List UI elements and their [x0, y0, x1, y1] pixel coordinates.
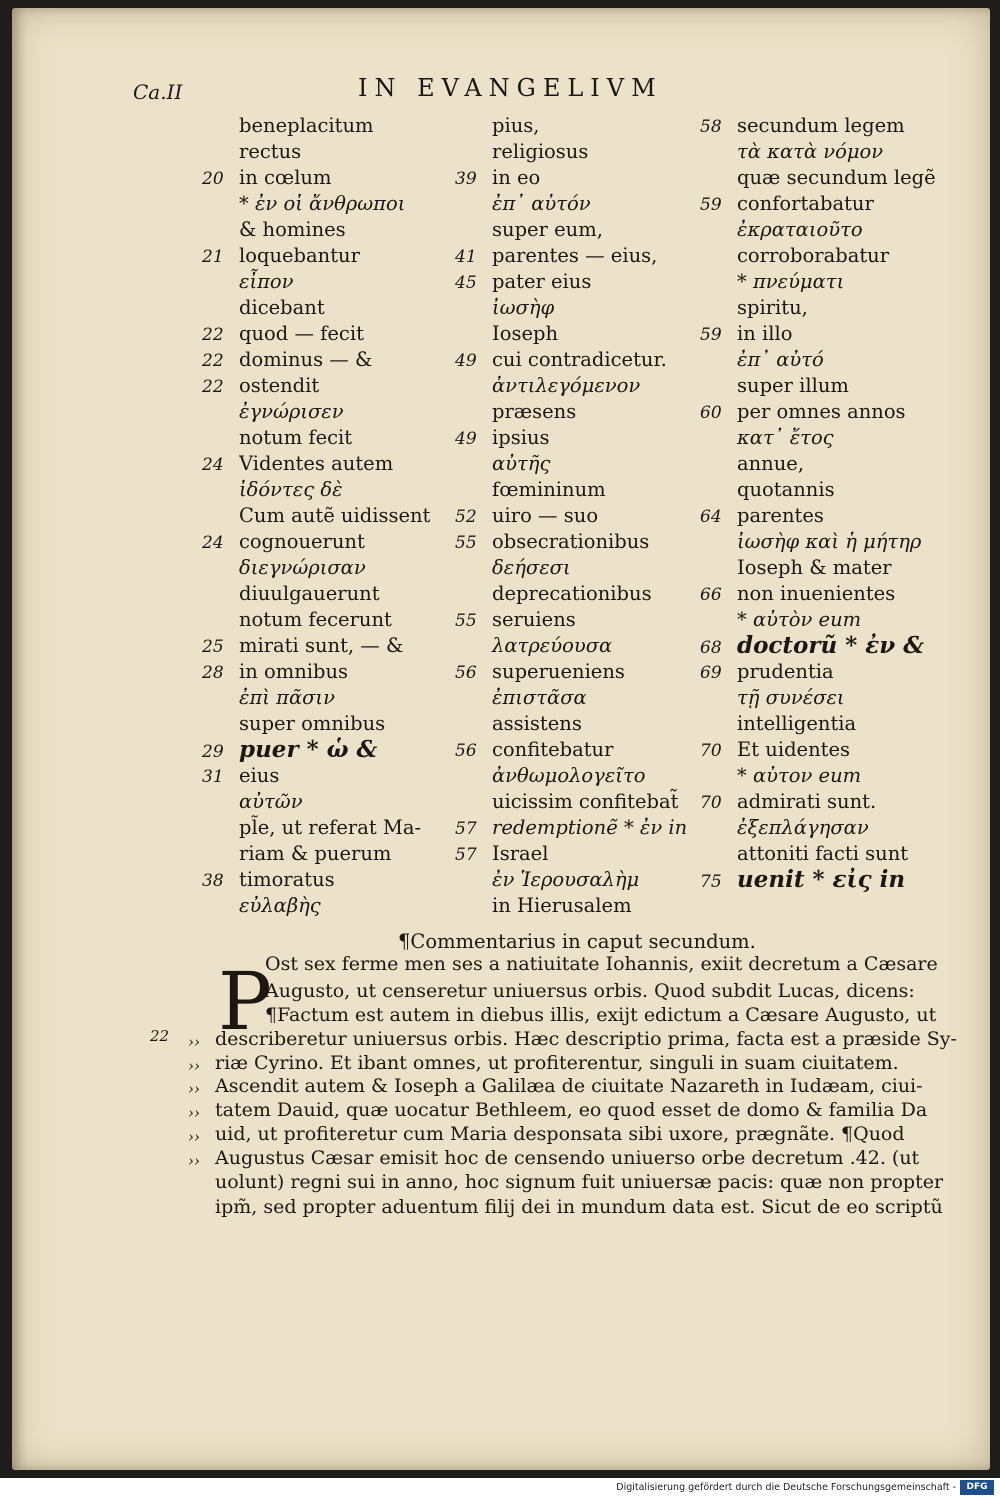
gloss-text: ἀνθωμολογεῖτο	[492, 764, 646, 787]
gloss-text: * πνεύματι	[737, 270, 845, 293]
commentary-line: describeretur uniuersus orbis. Hæc descriptio prima, facta est a præside Sy-	[215, 1028, 957, 1050]
verse-number: 31	[202, 767, 224, 787]
glossary-entry	[700, 867, 905, 893]
verse-number: 24	[202, 533, 224, 553]
glossary-entry	[700, 165, 936, 191]
gloss-text: quotannis	[737, 478, 835, 501]
commentary-heading: ¶Commentarius in caput secundum.	[398, 930, 756, 953]
verse-number: 28	[202, 663, 224, 683]
glossary-entry	[202, 113, 374, 139]
glossary-entry	[455, 295, 554, 321]
glossary-entry	[202, 841, 391, 867]
commentary-line: Ascendit autem & Ioseph a Galilæa de ciuitate Nazareth in Iudæam, ciui-	[215, 1075, 923, 1097]
glossary-entry	[455, 711, 582, 737]
verse-number: 68	[700, 638, 722, 658]
gloss-text: τὰ κατὰ νόμον	[737, 140, 884, 163]
glossary-entry	[700, 815, 869, 841]
glossary-entry	[700, 451, 804, 477]
verse-number: 21	[202, 247, 224, 267]
gloss-text: non inuenientes	[737, 582, 896, 605]
gloss-text: cui contradicetur.	[492, 348, 667, 371]
verse-number: 52	[455, 507, 477, 527]
gloss-text: in illo	[737, 322, 793, 345]
glossary-entry	[455, 581, 652, 607]
glossary-entry	[202, 815, 421, 841]
glossary-entry	[700, 503, 824, 529]
glossary-entry	[202, 269, 294, 295]
gloss-text: corroborabatur	[737, 244, 890, 267]
gloss-text: ἐγνώρισεν	[239, 400, 344, 423]
gloss-text: quæ secundum legẽ	[737, 166, 936, 189]
gloss-text: dicebant	[239, 296, 325, 319]
gloss-text: ἐξεπλάγησαν	[737, 816, 869, 839]
glossary-entry	[700, 373, 849, 399]
glossary-entry	[202, 347, 372, 373]
gloss-text: αὐτῶν	[239, 790, 303, 813]
gloss-text: dominus — &	[239, 348, 373, 371]
gloss-text: timoratus	[239, 868, 335, 891]
gloss-text: * αὐτον eum	[737, 764, 862, 787]
glossary-entry	[700, 581, 895, 607]
glossary-entry	[202, 633, 403, 659]
folio-label: Ca.II	[133, 80, 183, 104]
gloss-text: ipsius	[492, 426, 550, 449]
glossary-entry	[700, 841, 908, 867]
glossary-entry	[455, 503, 598, 529]
glossary-entry	[202, 607, 392, 633]
gloss-text: uenit * εἰς in	[737, 866, 906, 893]
gloss-text: obsecrationibus	[492, 530, 650, 553]
glossary-entry	[455, 139, 588, 165]
verse-number: 57	[455, 819, 477, 839]
glossary-entry	[455, 737, 613, 763]
gloss-text: per omnes annos	[737, 400, 906, 423]
quote-mark: ››	[188, 1080, 200, 1098]
glossary-entry	[202, 659, 348, 685]
gloss-text: διεγνώρισαν	[239, 556, 366, 579]
glossary-entry	[455, 373, 640, 399]
quote-mark: ››	[188, 1128, 200, 1146]
glossary-entry	[455, 893, 632, 919]
verse-number: 22	[202, 325, 224, 345]
gloss-text: mirati sunt, — &	[239, 634, 404, 657]
gloss-text: loquebantur	[239, 244, 360, 267]
glossary-entry	[700, 633, 924, 659]
gloss-text: notum fecit	[239, 426, 353, 449]
glossary-entry	[455, 659, 625, 685]
gloss-text: seruiens	[492, 608, 576, 631]
gloss-text: confitebatur	[492, 738, 614, 761]
glossary-entry	[700, 295, 808, 321]
gloss-text: spiritu,	[737, 296, 808, 319]
gloss-text: doctorũ * ἐν &	[737, 632, 924, 659]
gloss-text: super eum,	[492, 218, 603, 241]
gloss-text: deprecationibus	[492, 582, 652, 605]
glossary-entry	[202, 399, 344, 425]
gloss-text: uiro — suo	[492, 504, 599, 527]
verse-number: 70	[700, 793, 722, 813]
glossary-entry	[700, 243, 889, 269]
gloss-text: pater eius	[492, 270, 592, 293]
gloss-text: cognouerunt	[239, 530, 365, 553]
glossary-entry	[455, 269, 591, 295]
glossary-entry	[455, 555, 571, 581]
glossary-entry	[700, 191, 874, 217]
glossary-entry	[202, 243, 360, 269]
glossary-entry	[202, 217, 346, 243]
gloss-text: Israel	[492, 842, 549, 865]
verse-number: 56	[455, 741, 477, 761]
gloss-text: religiosus	[492, 140, 589, 163]
glossary-entry	[202, 295, 325, 321]
verse-number: 56	[455, 663, 477, 683]
verse-number: 64	[700, 507, 722, 527]
gloss-text: super illum	[737, 374, 849, 397]
commentary-line: Augustus Cæsar emisit hoc de censendo uniuerso orbe decretum .42. (ut	[215, 1147, 920, 1169]
gloss-text: diuulgauerunt	[239, 582, 380, 605]
glossary-entry	[202, 477, 343, 503]
gloss-text: super omnibus	[239, 712, 386, 735]
commentary-line: Augusto, ut censeretur uniuersus orbis. Quod subdit Lucas, dicens:	[265, 980, 915, 1002]
glossary-entry	[202, 451, 393, 477]
verse-number: 29	[202, 742, 224, 762]
glossary-entry	[700, 659, 834, 685]
dfg-logo: DFG	[960, 1480, 994, 1495]
glossary-entry	[202, 191, 405, 217]
glossary-entry	[455, 217, 603, 243]
gloss-text: præsens	[492, 400, 577, 423]
drop-capital: P	[218, 955, 272, 1048]
gloss-text: uicissim confitebat̃	[492, 790, 679, 813]
gloss-text: prudentia	[737, 660, 834, 683]
glossary-entry	[700, 711, 856, 737]
glossary-entry	[202, 581, 380, 607]
glossary-entry	[455, 867, 639, 893]
glossary-entry	[202, 425, 352, 451]
glossary-entry	[202, 763, 279, 789]
gloss-text: fœmininum	[492, 478, 606, 501]
glossary-entry	[202, 737, 377, 763]
gloss-text: κατ᾽ ἔτος	[737, 426, 834, 449]
glossary-entry	[700, 217, 863, 243]
gloss-text: parentes — eius,	[492, 244, 658, 267]
glossary-entry	[700, 139, 883, 165]
glossary-entry	[700, 529, 921, 555]
gloss-text: ἐπιστᾶσα	[492, 686, 587, 709]
glossary-entry	[455, 347, 667, 373]
gloss-text: eius	[239, 764, 280, 787]
glossary-entry	[202, 711, 385, 737]
glossary-entry	[455, 763, 645, 789]
verse-number: 75	[700, 872, 722, 892]
gloss-text: ἰωσὴφ καὶ ἡ μήτηρ	[737, 530, 922, 553]
verse-number: 66	[700, 585, 722, 605]
glossary-entry	[455, 607, 576, 633]
verse-number: 69	[700, 663, 722, 683]
gloss-text: τῇ συνέσει	[737, 686, 845, 709]
gloss-text: Videntes autem	[239, 452, 394, 475]
commentary-line: Ost sex ferme men ses a natiuitate Iohannis, exiit decretum a Cæsare	[265, 953, 938, 975]
gloss-text: εἶπον	[239, 270, 294, 293]
verse-number: 45	[455, 273, 477, 293]
gloss-text: ἐπ᾽ αὐτό	[737, 348, 824, 371]
gloss-text: Et uidentes	[737, 738, 851, 761]
glossary-entry	[455, 191, 591, 217]
glossary-entry	[202, 685, 335, 711]
gloss-text: αὐτῆς	[492, 452, 551, 475]
glossary-entry	[700, 685, 845, 711]
glossary-entry	[455, 165, 540, 191]
glossary-entry	[455, 841, 548, 867]
verse-number: 59	[700, 325, 722, 345]
gloss-text: ἐπὶ πᾶσιν	[239, 686, 335, 709]
gloss-text: ostendit	[239, 374, 320, 397]
gloss-text: δεήσεσι	[492, 556, 571, 579]
glossary-entry	[202, 789, 303, 815]
glossary-entry	[202, 321, 364, 347]
glossary-entry	[700, 555, 892, 581]
gloss-text: secundum legem	[737, 114, 905, 137]
gloss-text: pl̃e, ut referat Ma-	[239, 816, 422, 839]
verse-number: 49	[455, 429, 477, 449]
verse-number: 70	[700, 741, 722, 761]
gloss-text: Ioseph	[492, 322, 559, 345]
glossary-entry	[455, 633, 612, 659]
verse-number: 60	[700, 403, 722, 423]
verse-number: 39	[455, 169, 477, 189]
commentary-line: riæ Cyrino. Et ibant omnes, ut profiterentur, singuli in suam ciuitatem.	[215, 1052, 899, 1074]
running-title: IN EVANGELIVM	[358, 74, 663, 102]
glossary-entry	[700, 321, 792, 347]
gloss-text: confortabatur	[737, 192, 874, 215]
glossary-entry	[455, 789, 678, 815]
glossary-entry	[700, 763, 861, 789]
verse-number: 49	[455, 351, 477, 371]
gloss-text: * ἐν οἱ ἄνθρωποι	[239, 192, 406, 215]
commentary-line: ipm̃, sed propter aduentum filij dei in mundum data est. Sicut de eo scriptũ	[215, 1196, 943, 1218]
verse-number: 22	[202, 377, 224, 397]
verse-number: 55	[455, 611, 477, 631]
gloss-text: in eo	[492, 166, 541, 189]
gloss-text: ἰδόντες δὲ	[239, 478, 343, 501]
gloss-text: & homines	[239, 218, 346, 241]
glossary-entry	[700, 477, 835, 503]
verse-number: 20	[202, 169, 224, 189]
verse-number: 57	[455, 845, 477, 865]
glossary-entry	[455, 451, 550, 477]
margin-verse-number: 22	[150, 1027, 170, 1045]
glossary-entry	[700, 737, 850, 763]
gloss-text: annue,	[737, 452, 805, 475]
quote-mark: ››	[188, 1033, 200, 1051]
quote-mark: ››	[188, 1104, 200, 1122]
glossary-entry	[455, 815, 687, 841]
gloss-text: attoniti facti sunt	[737, 842, 909, 865]
glossary-entry	[700, 607, 861, 633]
glossary-entry	[202, 373, 319, 399]
gloss-text: riam & puerum	[239, 842, 392, 865]
gloss-text: intelligentia	[737, 712, 857, 735]
gloss-text: Ioseph & mater	[737, 556, 892, 579]
glossary-entry	[455, 685, 587, 711]
gloss-text: redemptionẽ * ἐν in	[492, 816, 688, 839]
gloss-text: puer * ὡ &	[239, 736, 378, 763]
verse-number: 58	[700, 117, 722, 137]
gloss-text: notum fecerunt	[239, 608, 392, 631]
quote-mark: ››	[188, 1057, 200, 1075]
glossary-entry	[202, 503, 430, 529]
verse-number: 24	[202, 455, 224, 475]
glossary-entry	[202, 165, 331, 191]
gloss-text: quod — fecit	[239, 322, 364, 345]
gloss-text: * αὐτὸν eum	[737, 608, 862, 631]
glossary-entry	[202, 529, 365, 555]
verse-number: 41	[455, 247, 477, 267]
glossary-entry	[202, 555, 366, 581]
gloss-text: assistens	[492, 712, 582, 735]
glossary-entry	[700, 789, 876, 815]
verse-number: 38	[202, 871, 224, 891]
verse-number: 59	[700, 195, 722, 215]
verse-number: 22	[202, 351, 224, 371]
commentary-line: ¶Factum est autem in diebus illis, exijt edictum a Cæsare Augusto, ut	[265, 1004, 937, 1026]
gloss-text: λατρεύουσα	[492, 634, 613, 657]
verse-number: 55	[455, 533, 477, 553]
gloss-text: superueniens	[492, 660, 625, 683]
glossary-entry	[455, 529, 649, 555]
glossary-entry	[700, 113, 905, 139]
gloss-text: ἐπ᾽ αὐτόν	[492, 192, 591, 215]
gloss-text: in omnibus	[239, 660, 349, 683]
glossary-entry	[700, 425, 834, 451]
glossary-entry	[455, 113, 539, 139]
commentary-line: uolunt) regni sui in anno, hoc signum fuit uniuersæ pacis: quæ non propter	[215, 1171, 944, 1193]
gloss-text: beneplacitum	[239, 114, 374, 137]
gloss-text: Cum autẽ uidissent	[239, 504, 431, 527]
gloss-text: in Hierusalem	[492, 894, 632, 917]
glossary-entry	[202, 867, 335, 893]
commentary-line: tatem Dauid, quæ uocatur Bethleem, eo quod esset de domo & familia Da	[215, 1099, 928, 1121]
glossary-entry	[700, 269, 844, 295]
gloss-text: εὐλαβὴς	[239, 894, 321, 917]
funding-credit: Digitalisierung gefördert durch die Deutsche Forschungsgemeinschaft -	[616, 1482, 956, 1493]
gloss-text: pius,	[492, 114, 540, 137]
glossary-entry	[455, 399, 576, 425]
gloss-text: ἰωσὴφ	[492, 296, 555, 319]
gloss-text: ἀντιλεγόμενον	[492, 374, 641, 397]
gloss-text: rectus	[239, 140, 302, 163]
gloss-text: in cœlum	[239, 166, 332, 189]
glossary-entry	[700, 347, 824, 373]
glossary-entry	[700, 399, 906, 425]
glossary-entry	[455, 243, 657, 269]
verse-number: 25	[202, 637, 224, 657]
gloss-text: ἐκραταιοῦτο	[737, 218, 863, 241]
quote-mark: ››	[188, 1152, 200, 1170]
glossary-entry	[455, 425, 550, 451]
gloss-text: parentes	[737, 504, 824, 527]
glossary-entry	[202, 893, 321, 919]
digitization-footer	[0, 1478, 1000, 1499]
commentary-line: uid, ut profiteretur cum Maria desponsata sibi uxore, prægnãte. ¶Quod	[215, 1123, 905, 1145]
gloss-text: ἐν Ἱερουσαλὴμ	[492, 868, 640, 891]
glossary-entry	[202, 139, 301, 165]
gloss-text: admirati sunt.	[737, 790, 877, 813]
glossary-entry	[455, 321, 558, 347]
glossary-entry	[455, 477, 606, 503]
